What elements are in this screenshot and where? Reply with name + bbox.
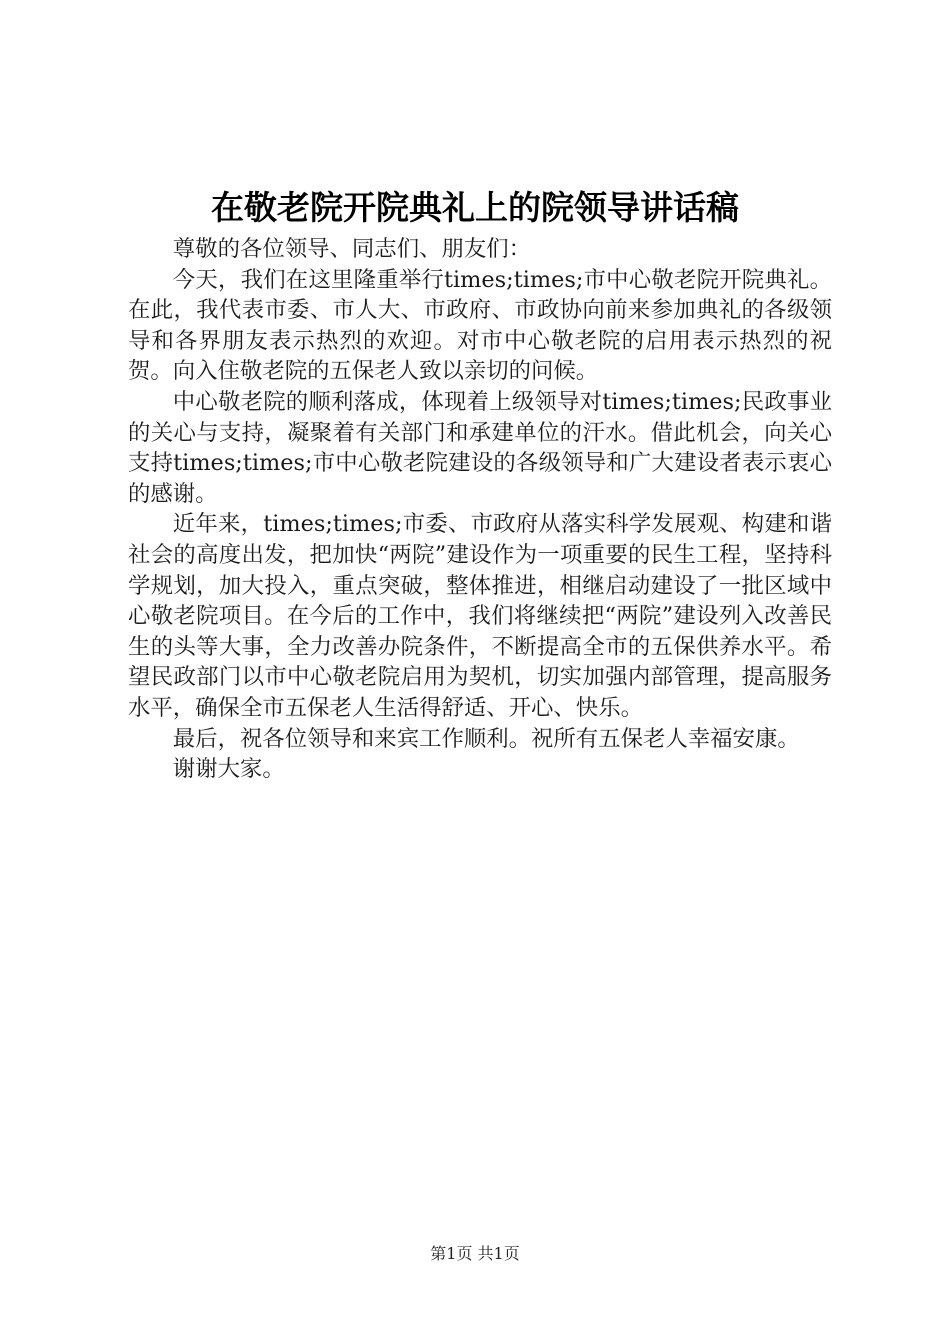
body-paragraph: 近年来，times;times;市委、市政府从落实科学发展观、构建和谐社会的高度出发，把加快“两院”建设作为一项重要的民生工程，坚持科学规划，加大投入，重点突破，整体推进，相继启动建设了一批区域中心敬老院项目。在今后的工作中，我们将继续把“两院”建设列入改善民生的头等大事，全力改善办院条件，不断提高全市的五保供养水平。希望民政部门以市中心敬老院启用为契机，切实加强内部管理，提高服务水平，确保全市五保老人生活得舒适、开心、快乐。 bbox=[128, 511, 832, 721]
salutation-paragraph: 尊敬的各位领导、同志们、朋友们： bbox=[172, 236, 532, 262]
page-number-footer: 第1页 共1页 bbox=[430, 1244, 520, 1263]
body-paragraph: 中心敬老院的顺利落成，体现着上级领导对times;times;民政事业的关心与支持，凝聚着有关部门和承建单位的汗水。借此机会，向关心支持times;times;市中心敬老院建设的各级领导和广大建设者表示衷心的感谢。 bbox=[128, 388, 832, 507]
body-paragraph: 今天，我们在这里隆重举行times;times;市中心敬老院开院典礼。在此，我代表市委、市人大、市政府、市政协向前来参加典礼的各级领导和各界朋友表示热烈的欢迎。对市中心敬老院的启用表示热烈的祝贺。向入住敬老院的五保老人致以亲切的问候。 bbox=[128, 266, 832, 385]
closing-paragraph: 谢谢大家。 bbox=[172, 756, 285, 783]
document-title: 在敬老院开院典礼上的院领导讲话稿 bbox=[211, 188, 739, 227]
document-body bbox=[128, 234, 832, 785]
body-paragraph: 最后，祝各位领导和来宾工作顺利。祝所有五保老人幸福安康。 bbox=[172, 725, 800, 752]
